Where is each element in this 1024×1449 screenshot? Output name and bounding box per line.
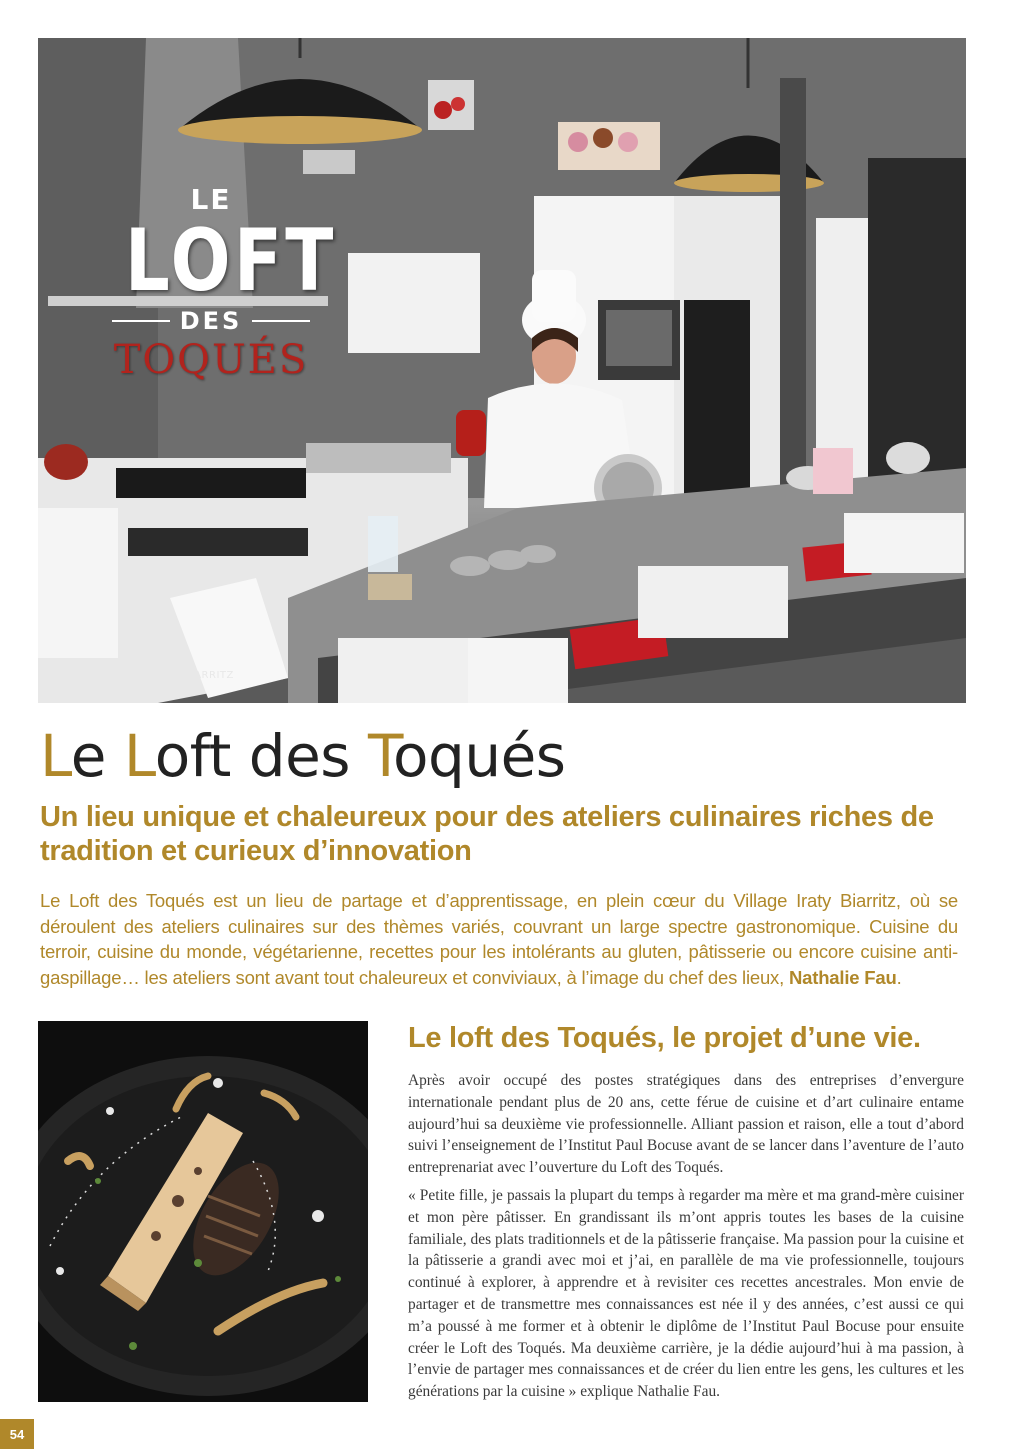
title-initial-3: T (367, 722, 394, 790)
logo-des-row (106, 307, 316, 335)
title-part-3: oqués (393, 722, 566, 790)
intro-text: Le Loft des Toqués est un lieu de partage et d’apprentissage, en plein cœur du Village Iraty Biarritz, où se déroulent des ateliers culinaires sur des thèmes variés, couvrant un large spectre gastronomique. Cuisine du terroir, cuisine du monde, végétarienne, recettes pour les intolérants au gluten, pâtisserie ou encore cuisine anti-gaspillage… les ateliers sont avant tout chaleureux et conviviaux, à l’image du chef des lieux, (40, 890, 958, 988)
section-paragraph-2: « Petite fille, je passais la plupart du temps à regarder ma mère et ma grand-mère cuisiner et mon père pâtisser. En grandissant ils m’ont appris toutes les bases de la cuisine familiale, des plats traditionnels et de la pâtisserie française. Ma passion pour la cuisine et la pâtisserie a grandi avec moi et j’ai, en parallèle de ma vie professionnelle, toujours continué à explorer, à apprendre et à revisiter ces recettes ancestrales. Mon envie de partager et de transmettre mes connaissances est née il y des années, c’est aussi ce qui m’a poussé à me former et à obtenir le diplôme de l’Institut Paul Bocuse pour ensuite créer le Loft des Toqués. Ma deuxième carrière, je la dédie aujourd’hui à ma passion, à l’envie de partager mes connaissances et de créer du lien entre les gens, les cultures et les générations par la cuisine » explique Nathalie Fau. (408, 1186, 964, 1401)
dish-photo (38, 1021, 368, 1402)
logo-rule-left (112, 320, 170, 322)
section-paragraph-1: Après avoir occupé des postes stratégiques dans des entreprises d’envergure internationale pendant plus de 20 ans, cette férue de cuisine et d’art culinaire entame aujourd’hui sa deuxième vie professionnelle. Alliant passion et raison, elle a tout d’abord suivi l’enseignement de l’Institut Paul Bocuse avant de se lancer dans l’aventure de l’auto entreprenariat avec l’ouverture du Loft des Toqués. (408, 1072, 964, 1177)
loft-logo (106, 183, 337, 383)
logo-rule-right (252, 320, 310, 322)
logo-toques: TOQUÉS (113, 337, 309, 383)
title-part-1: e (70, 722, 124, 790)
section-body (408, 1070, 964, 1403)
intro-end: . (896, 966, 902, 988)
dish-scene (38, 1021, 368, 1402)
page-title (40, 720, 565, 792)
kitchen-photo (38, 38, 966, 703)
logo-le: LE (190, 183, 232, 216)
subtitle: Un lieu unique et chaleureux pour des ateliers culinaires riches de tradition et curieux d’innovation (40, 801, 934, 867)
section-heading: Le loft des Toqués, le projet d’une vie. (408, 1022, 921, 1054)
title-part-2: oft des (154, 722, 368, 790)
title-initial-2: L (123, 722, 155, 790)
logo-des: DES (179, 307, 243, 335)
title-initial-1: L (40, 722, 71, 790)
chef-name: Nathalie Fau (788, 966, 897, 988)
page-number: 54 (0, 1419, 34, 1449)
logo-loft: LOFT (124, 211, 337, 311)
photo-credit: PHOTO BERNARD | BIARRITZ (78, 670, 234, 681)
intro-paragraph (40, 888, 958, 990)
